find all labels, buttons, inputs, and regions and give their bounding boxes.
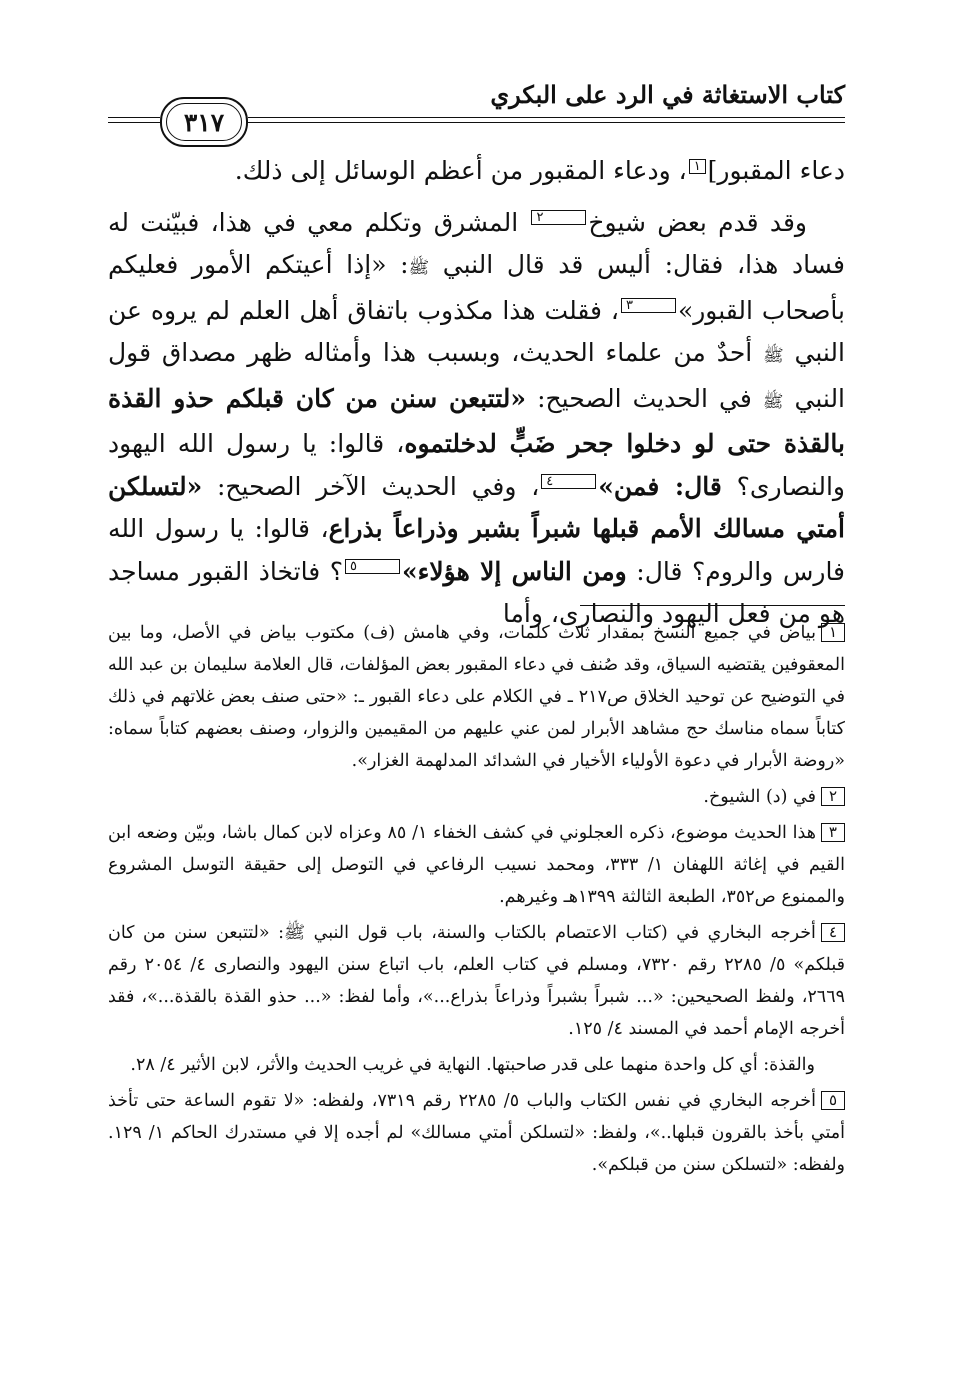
honorific-glyph: ﷺ bbox=[762, 391, 784, 412]
header-rule-left-top bbox=[108, 117, 160, 118]
hadith-quote: قال: فمن» bbox=[598, 471, 722, 501]
footnote-text: والقذة: أي كل واحدة منهما على قدر صاحبتها. النهاية في غريب الحديث والأثر، لابن الأثير ٤/ ٢٨. bbox=[130, 1055, 815, 1075]
text-run: دعاء المقبور] bbox=[707, 156, 845, 185]
header-rule-left-bottom bbox=[108, 122, 160, 123]
footnote bbox=[108, 1085, 845, 1181]
footnote-text: في (د) الشيوخ. bbox=[703, 787, 816, 807]
text-run: ، ودعاء المقبور من أعظم الوسائل إلى ذلك. bbox=[234, 156, 687, 185]
footnote-text: أخرجه البخاري في (كتاب الاعتصام بالكتاب والسنة، باب قول النبي ﷺ: «لتتبعن سنن من كان قبلكم» ٥/ ٢٢٨٥ رقم ٧٣٢٠، ومسلم في كتاب العلم، باب اتباع سنن اليهود والنصارى ٤/ ٢٠٥٤ رقم ٢٦٦٩، ولفظ الصحيحين: «... شبراً بشبراً وذراعاً بذراع...»، وأما لفظ: «... حذو القذة بالقذة...»، فقد أخرجه الإمام أحمد في المسند ٤/ ١٢٥. bbox=[108, 923, 845, 1039]
header-rule-top bbox=[248, 117, 845, 118]
footnotes bbox=[108, 617, 845, 1185]
footnote-reference: ٣ bbox=[621, 298, 676, 313]
hadith-quote: «لتتبعن سنن من كان قبلكم حذو القذة بالقذة حتى لو دخلوا جحر ضَبٍّ لدخلتموه bbox=[108, 383, 845, 458]
footnote-reference: ١ bbox=[689, 159, 706, 174]
paragraph-2 bbox=[108, 202, 845, 636]
text-run: ، قالوا: يا رسول الله فارس والروم؟ قال: bbox=[108, 514, 846, 586]
text-run: ؟ فاتخاذ القبور مساجد هو من فعل اليهود والنصارى، وأما bbox=[108, 556, 845, 628]
text-run: ، قالوا: يا رسول الله اليهود والنصارى؟ bbox=[108, 429, 845, 501]
footnote-text: بياض في جميع النسخ بمقدار ثلاث كلمات، وفي هامش (ف) مكتوب بياض في الأصل، وما بين المعقوفين يقتضيه السياق، وقد صُنف في دعاء المقبور بعض المؤلفات، قال العلامة سليمان بن عبد الله في التوضيح عن توحيد الخلاق ص٢١٧ ـ في الكلام على دعاء القبور ـ: «حتى صنف بعض غلاتهم في ذلك كتاباً سماه مناسك حج مشاهد الأبرار لمن عني عليهم من المقيمين والزوار، وصنف بعضهم كتاباً سماه: «روضة الأبرار في دعوة الأولياء الأخيار في الشدائد المدلهمة الغزار». bbox=[108, 623, 845, 771]
running-title: كتاب الاستغاثة في الرد على البكري bbox=[490, 80, 845, 109]
footnote-reference: ٥ bbox=[345, 559, 400, 574]
footnote-reference: ٢ bbox=[531, 210, 586, 225]
text-run: ، فقلت هذا مكذوب باتفاق أهل العلم لم يروه عن النبي bbox=[108, 295, 845, 367]
main-text bbox=[108, 150, 845, 636]
text-run: وقد قدم بعض شيوخ bbox=[588, 207, 808, 237]
footnote bbox=[108, 817, 845, 913]
footnote-separator bbox=[580, 605, 845, 606]
footnote bbox=[108, 1049, 845, 1081]
footnote-text: أخرجه البخاري في نفس الكتاب والباب ٥/ ٢٢٨٥ رقم ٧٣١٩، ولفظه: «لا تقوم الساعة حتى تأخذ أمتي بأخذ بالقرون قبلها..»، ولفظ: «لتسلكن أمتي مسالك» لم أجده إلا في مستدرك الحاكم ١/ ١٢٩. ولفظه: «لتسلكن سنن من قبلكم». bbox=[108, 1091, 845, 1175]
page-number-badge bbox=[160, 97, 248, 147]
text-run: في الحديث الصحيح: bbox=[526, 383, 763, 413]
footnote bbox=[108, 781, 845, 813]
text-run: ، وفي الحديث الآخر الصحيح: bbox=[202, 471, 540, 501]
footnote-number: ٢ bbox=[821, 787, 845, 806]
honorific-glyph: ﷺ bbox=[763, 346, 784, 366]
hadith-quote: «لتسلكن أمتي مسالك الأمم قبلها شبراً بشبر وذراعاً بذراع bbox=[108, 471, 845, 543]
footnote-number: ٣ bbox=[821, 823, 845, 842]
footnote-text: هذا الحديث موضوع، ذكره العجلوني في كشف الخفاء ١/ ٨٥ وعزاه لابن كمال باشا، وبيّن وضعه ابن القيم في إغاثة اللهفان ١/ ٣٣٣، ومحمد نسيب الرفاعي في التوصل إلى حقيقة التوسل المشروع والممنوع ص٣٥٢، الطبعة الثالثة ١٣٩٩هـ وغيرهم. bbox=[108, 823, 846, 907]
text-run: : «إذا أعيتكم الأمور فعليكم بأصحاب القبور» bbox=[108, 250, 845, 325]
hadith-quote: ومن الناس إلا هؤلاء» bbox=[402, 556, 627, 586]
footnote-number: ٤ bbox=[821, 923, 845, 942]
text-run: المشرق وتكلم معي في هذا، فبيّنت له فساد هذا، فقال: أليس قد قال النبي bbox=[108, 207, 845, 279]
footnote-number: ٥ bbox=[821, 1091, 845, 1110]
honorific-glyph: ﷺ bbox=[408, 258, 430, 278]
footnote-number: ١ bbox=[821, 623, 845, 642]
text-run: أحدٌ من علماء الحديث، وبسبب هذا وأمثاله ظهر مصداق قول النبي bbox=[108, 338, 846, 413]
paragraph-1 bbox=[108, 150, 845, 193]
footnote bbox=[108, 617, 845, 777]
footnote bbox=[108, 917, 845, 1045]
footnote-reference: ٤ bbox=[541, 474, 596, 489]
header-rule-middle bbox=[248, 122, 845, 123]
page-number: ٣١٧ bbox=[183, 107, 225, 137]
